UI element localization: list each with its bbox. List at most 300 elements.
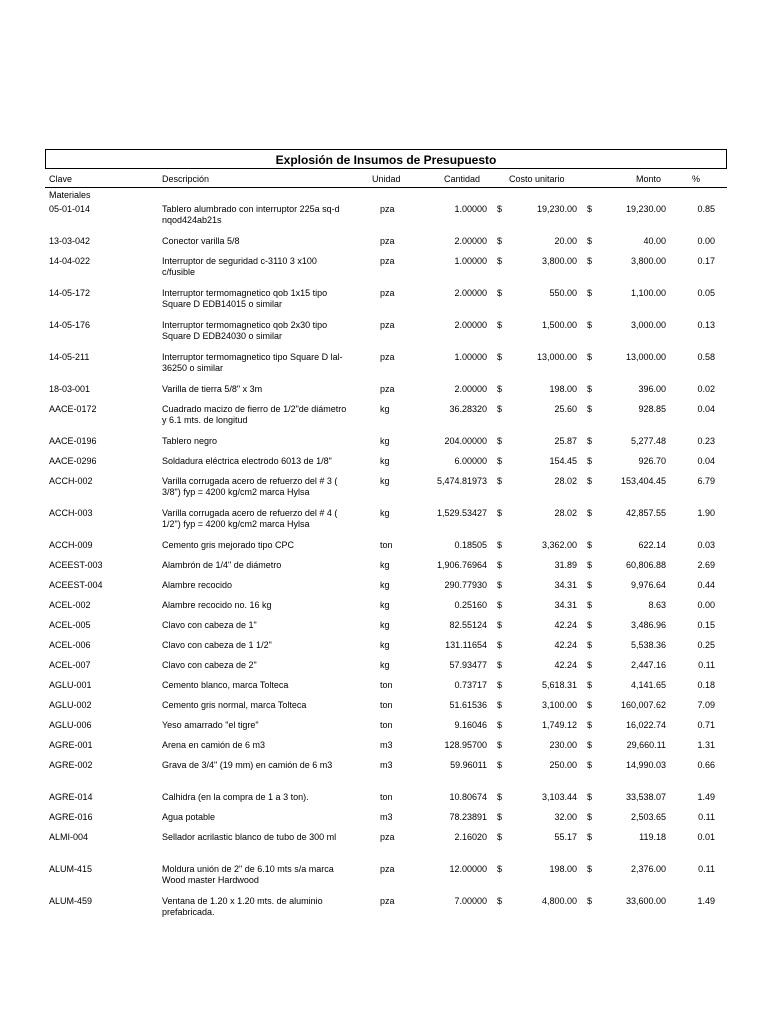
cell-monto: 16,022.74: [625, 720, 666, 730]
cell-currency: $: [497, 404, 503, 414]
cell-monto: 119.18: [639, 832, 666, 842]
cell-unidad: kg: [380, 560, 390, 570]
cell-currency: $: [497, 740, 503, 750]
cell-monto: 2,447.16: [630, 660, 666, 670]
cell-currency: $: [587, 740, 593, 750]
table-row: [45, 436, 727, 456]
cell-unidad: pza: [380, 384, 395, 394]
cell-unidad: m3: [380, 812, 393, 822]
cell-cantidad: 1,529.53427: [436, 508, 487, 518]
cell-currency: $: [587, 812, 593, 822]
cell-pct: 0.01: [697, 832, 715, 842]
cell-cantidad: 82.55124: [449, 620, 487, 630]
cell-monto: 33,600.00: [625, 896, 666, 906]
table-row: [45, 832, 727, 864]
cell-monto: 160,007.62: [620, 700, 666, 710]
cell-clave: AGRE-002: [49, 760, 93, 770]
cell-descripcion: Cemento blanco, marca Tolteca: [162, 680, 289, 690]
cell-unidad: pza: [380, 204, 395, 214]
cell-currency: $: [497, 204, 503, 214]
table-row: [45, 792, 727, 812]
cell-unidad: ton: [380, 792, 393, 802]
cell-costo: 250.00: [549, 760, 577, 770]
cell-costo: 198.00: [549, 864, 577, 874]
cell-currency: $: [587, 760, 593, 770]
cell-clave: AGRE-016: [49, 812, 93, 822]
cell-unidad: pza: [380, 864, 395, 874]
cell-unidad: ton: [380, 700, 393, 710]
cell-descripcion: Alambrón de 1/4" de diámetro: [162, 560, 282, 570]
cell-cantidad: 0.73717: [454, 680, 487, 690]
cell-monto: 928.85: [638, 404, 666, 414]
cell-cantidad: 2.00000: [454, 236, 487, 246]
cell-unidad: kg: [380, 620, 390, 630]
table-row: [45, 600, 727, 620]
table-row: [45, 680, 727, 700]
table-row: [45, 456, 727, 476]
cell-pct: 0.18: [697, 680, 715, 690]
cell-clave: ACCH-003: [49, 508, 93, 518]
table-row: [45, 896, 727, 928]
cell-cantidad: 0.25160: [454, 600, 487, 610]
cell-pct: 1.90: [697, 508, 715, 518]
cell-monto: 9,976.64: [630, 580, 666, 590]
cell-currency: $: [587, 288, 593, 298]
cell-descripcion: Cemento gris mejorado tipo CPC: [162, 540, 295, 550]
cell-descripcion: Ventana de 1.20 x 1.20 mts. de aluminio prefabricada.: [162, 896, 323, 917]
cell-monto: 622.14: [638, 540, 666, 550]
table-row: [45, 640, 727, 660]
cell-unidad: pza: [380, 320, 395, 330]
cell-descripcion: Calhidra (en la compra de 1 a 3 ton).: [162, 792, 309, 802]
cell-clave: AACE-0172: [49, 404, 97, 414]
cell-clave: ALUM-459: [49, 896, 93, 906]
section-materiales: Materiales: [49, 190, 91, 200]
cell-cantidad: 6.00000: [454, 456, 487, 466]
cell-unidad: kg: [380, 580, 390, 590]
cell-costo: 4,800.00: [541, 896, 577, 906]
cell-pct: 0.04: [697, 456, 715, 466]
cell-clave: 14-05-172: [49, 288, 91, 298]
cell-currency: $: [587, 896, 593, 906]
cell-pct: 0.71: [697, 720, 715, 730]
header-clave: Clave: [49, 174, 73, 184]
cell-currency: $: [497, 236, 503, 246]
cell-pct: 0.85: [697, 204, 715, 214]
cell-costo: 3,100.00: [541, 700, 577, 710]
cell-cantidad: 1.00000: [454, 352, 487, 362]
cell-currency: $: [587, 236, 593, 246]
cell-pct: 1.31: [697, 740, 715, 750]
cell-cantidad: 5,474.81973: [436, 476, 487, 486]
cell-monto: 926.70: [638, 456, 666, 466]
cell-cantidad: 128.95700: [444, 740, 487, 750]
table-row: [45, 864, 727, 896]
header-monto: Monto: [636, 174, 662, 184]
cell-currency: $: [587, 436, 593, 446]
cell-currency: $: [587, 720, 593, 730]
cell-pct: 6.79: [697, 476, 715, 486]
cell-clave: ALMI-004: [49, 832, 89, 842]
cell-monto: 5,538.36: [630, 640, 666, 650]
cell-cantidad: 1.00000: [454, 204, 487, 214]
cell-descripcion: Varilla de tierra 5/8" x 3m: [162, 384, 263, 394]
cell-clave: AGRE-001: [49, 740, 93, 750]
cell-currency: $: [497, 560, 503, 570]
cell-currency: $: [587, 384, 593, 394]
cell-currency: $: [497, 476, 503, 486]
cell-pct: 0.25: [697, 640, 715, 650]
table-row: [45, 760, 727, 792]
header-costo: Costo unitario: [509, 174, 565, 184]
cell-unidad: m3: [380, 760, 393, 770]
cell-cantidad: 1,906.76964: [436, 560, 487, 570]
cell-costo: 230.00: [549, 740, 577, 750]
cell-costo: 20.00: [554, 236, 577, 246]
cell-clave: 14-04-022: [49, 256, 91, 266]
table-row: [45, 384, 727, 404]
cell-currency: $: [587, 204, 593, 214]
cell-costo: 42.24: [554, 640, 577, 650]
cell-pct: 0.66: [697, 760, 715, 770]
cell-currency: $: [497, 580, 503, 590]
cell-costo: 1,500.00: [541, 320, 577, 330]
cell-clave: AGLU-006: [49, 720, 92, 730]
cell-clave: ALUM-415: [49, 864, 93, 874]
cell-currency: $: [497, 660, 503, 670]
cell-cantidad: 204.00000: [444, 436, 487, 446]
cell-descripcion: Interruptor termomagnetico qob 2x30 tipo Square D EDB24030 o similar: [162, 320, 328, 341]
cell-costo: 42.24: [554, 620, 577, 630]
header-descripcion: Descripción: [162, 174, 210, 184]
cell-monto: 3,800.00: [630, 256, 666, 266]
cell-unidad: ton: [380, 680, 393, 690]
cell-costo: 34.31: [554, 580, 577, 590]
cell-currency: $: [497, 540, 503, 550]
cell-clave: AGRE-014: [49, 792, 93, 802]
cell-costo: 55.17: [554, 832, 577, 842]
cell-cantidad: 2.00000: [454, 320, 487, 330]
cell-currency: $: [587, 456, 593, 466]
cell-currency: $: [587, 864, 593, 874]
cell-unidad: pza: [380, 256, 395, 266]
cell-clave: ACEL-007: [49, 660, 91, 670]
cell-clave: 13-03-042: [49, 236, 91, 246]
cell-currency: $: [497, 256, 503, 266]
cell-pct: 0.44: [697, 580, 715, 590]
cell-monto: 33,538.07: [625, 792, 666, 802]
cell-monto: 1,100.00: [630, 288, 666, 298]
cell-currency: $: [587, 832, 593, 842]
cell-monto: 3,000.00: [630, 320, 666, 330]
cell-unidad: pza: [380, 236, 395, 246]
cell-currency: $: [587, 404, 593, 414]
cell-monto: 29,660.11: [626, 740, 666, 750]
cell-clave: 05-01-014: [49, 204, 91, 214]
cell-monto: 19,230.00: [625, 204, 666, 214]
cell-descripcion: Alambre recocido no. 16 kg: [162, 600, 272, 610]
cell-currency: $: [497, 600, 503, 610]
cell-currency: $: [497, 832, 503, 842]
cell-unidad: pza: [380, 352, 395, 362]
cell-unidad: kg: [380, 456, 390, 466]
table-row: [45, 560, 727, 580]
cell-clave: AACE-0196: [49, 436, 97, 446]
header-unidad: Unidad: [372, 174, 401, 184]
cell-monto: 2,503.65: [630, 812, 666, 822]
cell-descripcion: Sellador acrilastic blanco de tubo de 300 ml: [162, 832, 337, 842]
cell-cantidad: 59.96011: [450, 760, 487, 770]
cell-cantidad: 57.93477: [449, 660, 487, 670]
cell-costo: 28.02: [554, 508, 577, 518]
cell-pct: 0.58: [697, 352, 715, 362]
cell-costo: 42.24: [554, 660, 577, 670]
cell-costo: 198.00: [549, 384, 577, 394]
table-row: [45, 204, 727, 236]
cell-clave: ACEEST-004: [49, 580, 103, 590]
cell-clave: ACCH-002: [49, 476, 93, 486]
cell-costo: 19,230.00: [536, 204, 577, 214]
cell-costo: 25.60: [554, 404, 577, 414]
cell-cantidad: 78.23891: [449, 812, 487, 822]
cell-costo: 31.89: [554, 560, 577, 570]
cell-monto: 2,376.00: [630, 864, 666, 874]
cell-pct: 0.11: [698, 864, 715, 874]
cell-costo: 34.31: [554, 600, 577, 610]
cell-cantidad: 36.28320: [449, 404, 487, 414]
cell-currency: $: [587, 540, 593, 550]
cell-currency: $: [497, 760, 503, 770]
cell-unidad: ton: [380, 540, 393, 550]
section-label: [45, 188, 727, 204]
cell-descripcion: Alambre recocido: [162, 580, 233, 590]
cell-descripcion: Interruptor termomagnetico qob 1x15 tipo Square D EDB14015 o similar: [162, 288, 328, 309]
table-row: [45, 476, 727, 508]
cell-monto: 4,141.65: [630, 680, 666, 690]
cell-currency: $: [497, 288, 503, 298]
cell-descripcion: Interruptor termomagnetico tipo Square D lal-36250 o similar: [162, 352, 343, 373]
cell-cantidad: 12.00000: [449, 864, 487, 874]
table-row: [45, 720, 727, 740]
header-pct: %: [692, 174, 701, 184]
cell-descripcion: Varilla corrugada acero de refuerzo del # 4 ( 1/2") fyp = 4200 kg/cm2 marca Hylsa: [162, 508, 338, 529]
cell-descripcion: Arena en camión de 6 m3: [162, 740, 266, 750]
cell-clave: 18-03-001: [49, 384, 91, 394]
table-row: [45, 660, 727, 680]
cell-cantidad: 290.77930: [444, 580, 487, 590]
cell-unidad: kg: [380, 404, 390, 414]
cell-currency: $: [587, 620, 593, 630]
cell-descripcion: Conector varilla 5/8: [162, 236, 240, 246]
cell-descripcion: Interruptor de seguridad c-3110 3 x100 c/fusible: [162, 256, 317, 277]
cell-currency: $: [587, 640, 593, 650]
cell-unidad: pza: [380, 832, 395, 842]
cell-costo: 28.02: [554, 476, 577, 486]
cell-unidad: kg: [380, 436, 390, 446]
cell-currency: $: [587, 508, 593, 518]
cell-pct: 0.13: [697, 320, 715, 330]
table-row: [45, 352, 727, 384]
cell-descripcion: Soldadura eléctrica electrodo 6013 de 1/8": [162, 456, 332, 466]
cell-currency: $: [587, 660, 593, 670]
cell-descripcion: Tablero negro: [162, 436, 218, 446]
cell-costo: 3,362.00: [541, 540, 577, 550]
cell-currency: $: [497, 812, 503, 822]
cell-currency: $: [497, 320, 503, 330]
cell-clave: ACEL-005: [49, 620, 91, 630]
cell-currency: $: [497, 864, 503, 874]
cell-descripcion: Clavo con cabeza de 1 1/2": [162, 640, 272, 650]
cell-currency: $: [497, 792, 503, 802]
cell-descripcion: Tablero alumbrado con interruptor 225a sq-d nqod424ab21s: [162, 204, 340, 225]
cell-pct: 1.49: [697, 792, 715, 802]
cell-descripcion: Cemento gris normal, marca Tolteca: [162, 700, 307, 710]
cell-currency: $: [497, 352, 503, 362]
cell-currency: $: [497, 436, 503, 446]
cell-monto: 396.00: [638, 384, 666, 394]
header-cantidad: Cantidad: [444, 174, 481, 184]
cell-pct: 7.09: [697, 700, 715, 710]
cell-cantidad: 131.11654: [445, 640, 487, 650]
cell-unidad: kg: [380, 600, 390, 610]
table-row: [45, 288, 727, 320]
cell-clave: 14-05-211: [49, 352, 90, 362]
cell-monto: 60,806.88: [625, 560, 666, 570]
cell-unidad: kg: [380, 640, 390, 650]
cell-costo: 5,618.31: [541, 680, 577, 690]
cell-unidad: pza: [380, 288, 395, 298]
cell-clave: ACEL-006: [49, 640, 91, 650]
cell-currency: $: [497, 384, 503, 394]
cell-descripcion: Clavo con cabeza de 2": [162, 660, 257, 670]
cell-costo: 3,103.44: [541, 792, 577, 802]
cell-unidad: ton: [380, 720, 393, 730]
cell-clave: ACCH-009: [49, 540, 93, 550]
table-row: [45, 620, 727, 640]
cell-costo: 154.45: [549, 456, 577, 466]
cell-currency: $: [587, 792, 593, 802]
cell-costo: 25.87: [554, 436, 577, 446]
cell-unidad: kg: [380, 476, 390, 486]
table-row: [45, 812, 727, 832]
cell-cantidad: 51.61536: [449, 700, 487, 710]
cell-pct: 0.04: [697, 404, 715, 414]
report-sheet: [45, 149, 727, 928]
table-row: [45, 740, 727, 760]
table-row: [45, 540, 727, 560]
cell-monto: 8.63: [648, 600, 666, 610]
cell-currency: $: [497, 640, 503, 650]
cell-descripcion: Moldura unión de 2" de 6.10 mts s/a marca Wood master Hardwood: [162, 864, 334, 885]
cell-cantidad: 7.00000: [454, 896, 487, 906]
cell-currency: $: [587, 600, 593, 610]
cell-currency: $: [587, 320, 593, 330]
cell-currency: $: [587, 680, 593, 690]
cell-clave: AGLU-001: [49, 680, 92, 690]
cell-currency: $: [587, 476, 593, 486]
cell-cantidad: 1.00000: [454, 256, 487, 266]
cell-pct: 0.15: [697, 620, 715, 630]
cell-clave: 14-05-176: [49, 320, 91, 330]
cell-currency: $: [497, 680, 503, 690]
table-row: [45, 320, 727, 352]
cell-cantidad: 2.00000: [454, 384, 487, 394]
cell-currency: $: [587, 580, 593, 590]
cell-clave: AACE-0296: [49, 456, 97, 466]
table-row: [45, 700, 727, 720]
cell-currency: $: [497, 720, 503, 730]
cell-descripcion: Yeso amarrado "el tigre": [162, 720, 259, 730]
cell-pct: 0.23: [697, 436, 715, 446]
cell-clave: ACEL-002: [49, 600, 91, 610]
cell-pct: 0.11: [698, 812, 715, 822]
cell-currency: $: [587, 256, 593, 266]
table-row: [45, 404, 727, 436]
table-row: [45, 508, 727, 540]
cell-costo: 3,800.00: [541, 256, 577, 266]
table-row: [45, 256, 727, 288]
cell-currency: $: [497, 620, 503, 630]
cell-costo: 1,749.12: [541, 720, 577, 730]
cell-pct: 0.05: [697, 288, 715, 298]
cell-unidad: pza: [380, 896, 395, 906]
cell-cantidad: 2.00000: [454, 288, 487, 298]
cell-descripcion: Cuadrado macizo de fierro de 1/2"de diámetro y 6.1 mts. de longitud: [162, 404, 347, 425]
cell-costo: 550.00: [549, 288, 577, 298]
cell-descripcion: Clavo con cabeza de 1": [162, 620, 257, 630]
cell-monto: 42,857.55: [625, 508, 666, 518]
cell-unidad: m3: [380, 740, 393, 750]
cell-clave: ACEEST-003: [49, 560, 103, 570]
cell-monto: 40.00: [643, 236, 666, 246]
cell-pct: 2.69: [697, 560, 715, 570]
cell-cantidad: 2.16020: [454, 832, 487, 842]
cell-pct: 0.03: [697, 540, 715, 550]
table-row: [45, 236, 727, 256]
cell-currency: $: [587, 560, 593, 570]
cell-monto: 13,000.00: [625, 352, 666, 362]
cell-pct: 0.00: [697, 236, 715, 246]
table-row: [45, 580, 727, 600]
cell-currency: $: [497, 508, 503, 518]
cell-currency: $: [587, 352, 593, 362]
cell-costo: 32.00: [554, 812, 577, 822]
cell-descripcion: Grava de 3/4" (19 mm) en camión de 6 m3: [162, 760, 333, 770]
cell-currency: $: [497, 700, 503, 710]
cell-costo: 13,000.00: [536, 352, 577, 362]
cell-descripcion: Varilla corrugada acero de refuerzo del # 3 ( 3/8") fyp = 4200 kg/cm2 marca Hylsa: [162, 476, 338, 497]
cell-cantidad: 9.16046: [454, 720, 487, 730]
cell-currency: $: [587, 700, 593, 710]
cell-cantidad: 0.18505: [454, 540, 487, 550]
cell-unidad: kg: [380, 660, 390, 670]
cell-descripcion: Agua potable: [162, 812, 216, 822]
cell-currency: $: [497, 456, 503, 466]
cell-pct: 0.00: [697, 600, 715, 610]
cell-pct: 0.11: [698, 660, 715, 670]
cell-pct: 1.49: [697, 896, 715, 906]
cell-monto: 14,990.03: [625, 760, 666, 770]
cell-monto: 153,404.45: [620, 476, 666, 486]
cell-cantidad: 10.80674: [449, 792, 487, 802]
cell-monto: 5,277.48: [630, 436, 666, 446]
cell-clave: AGLU-002: [49, 700, 92, 710]
cell-currency: $: [497, 896, 503, 906]
report-title: Explosión de Insumos de Presupuesto: [45, 149, 727, 169]
cell-pct: 0.17: [697, 256, 715, 266]
cell-monto: 3,486.96: [630, 620, 666, 630]
table-body: [45, 204, 727, 928]
